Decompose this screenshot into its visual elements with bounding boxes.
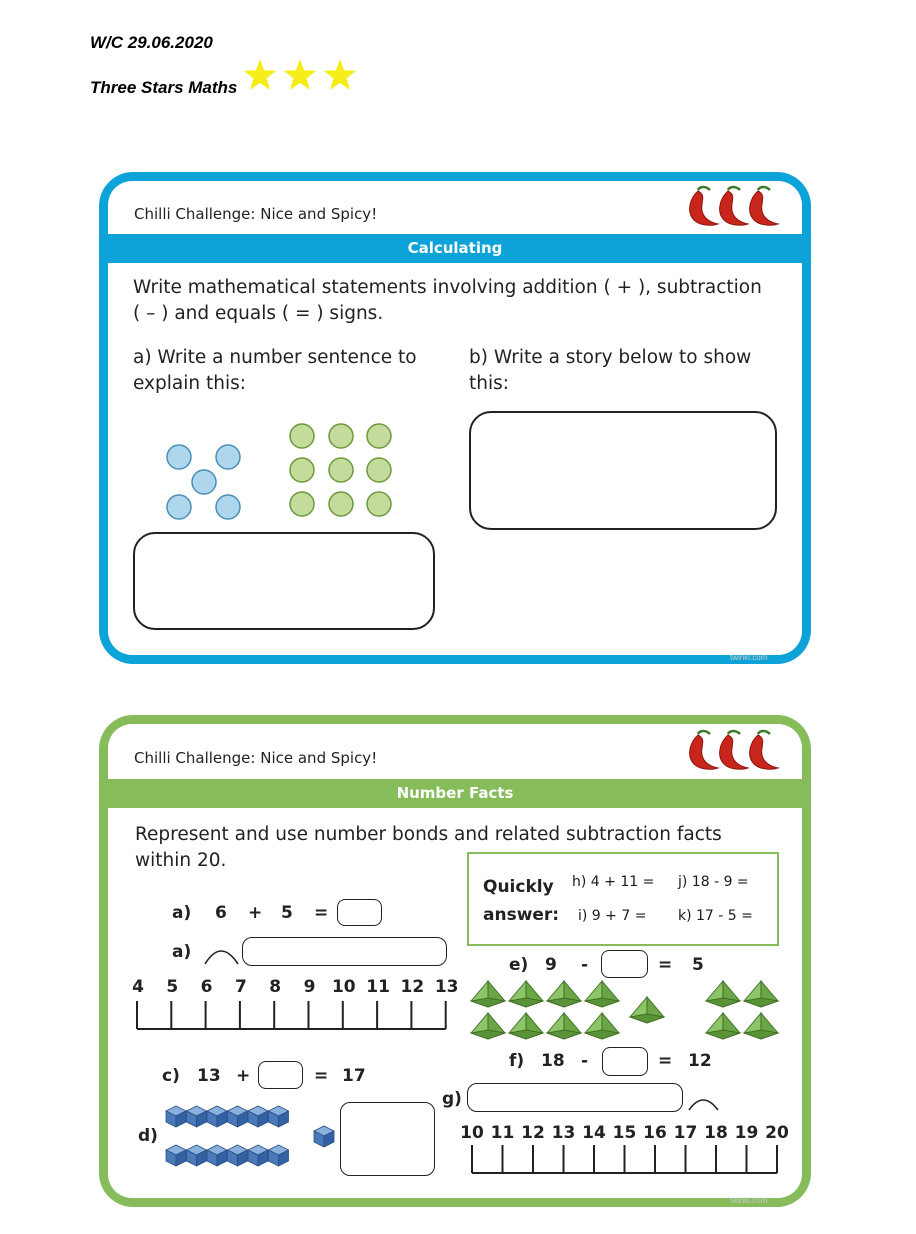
question-a-answer-box[interactable]	[337, 899, 382, 926]
cube-icon	[248, 1106, 268, 1127]
question-f-result: 12	[688, 1051, 712, 1071]
number-line-1-label: 7	[234, 977, 247, 997]
chilli-pepper-icon	[750, 187, 778, 225]
cube-icon	[314, 1126, 334, 1147]
number-line-1-label: 12	[400, 977, 425, 997]
pyramid-icon	[630, 997, 664, 1023]
number-line-2-label: 16	[643, 1123, 667, 1143]
number-line-1-label: 10	[331, 977, 356, 997]
card-heading: Chilli Challenge: Nice and Spicy!	[134, 749, 378, 767]
question-f-label: f)	[509, 1051, 525, 1071]
number-line-2-label: 19	[734, 1123, 759, 1143]
instructions-line-2: ( – ) and equals ( = ) signs.	[133, 303, 384, 324]
question-f-equals: =	[658, 1051, 673, 1071]
question-d-label: d)	[138, 1126, 158, 1146]
question-f-operator: -	[581, 1051, 589, 1071]
pyramid-icon	[744, 1013, 778, 1039]
question-a-operator: +	[248, 903, 263, 923]
number-line-2-label: 12	[521, 1123, 545, 1143]
quick-question-k: k) 17 - 5 =	[678, 908, 753, 924]
number-line-1-label: 8	[269, 977, 282, 997]
quick-question-i: i) 9 + 7 =	[578, 908, 647, 924]
counters-picture	[160, 418, 400, 528]
star-icon	[324, 59, 356, 90]
cube-icon	[187, 1106, 207, 1127]
number-line-2-label: 14	[582, 1123, 606, 1143]
question-f-answer-box[interactable]	[602, 1047, 648, 1076]
topic-band-label: Calculating	[407, 239, 503, 257]
quick-question-h: h) 4 + 11 =	[572, 874, 655, 890]
question-c-answer-box[interactable]	[258, 1061, 303, 1089]
pyramid-icon	[509, 1013, 543, 1039]
question-f-number-1: 18	[541, 1051, 565, 1071]
number-line-1-label: 11	[366, 977, 390, 997]
credit-text: twinkl.com	[730, 1196, 768, 1205]
pyramid-icon	[585, 981, 619, 1007]
quick-answer-box	[467, 852, 779, 946]
cubes-picture	[164, 1102, 344, 1174]
star-rating	[242, 58, 360, 94]
answer-box-a[interactable]	[133, 532, 435, 630]
question-a-number-1: 6	[215, 903, 227, 923]
numberline-a-label: a)	[172, 942, 192, 962]
chilli-pepper-icon	[690, 731, 718, 769]
credit-text: twinkl.com	[730, 653, 768, 662]
week-commencing: W/C 29.06.2020	[90, 33, 213, 52]
numberline-a-answer-box[interactable]	[242, 937, 447, 966]
cube-icon	[187, 1145, 207, 1166]
green-counters	[290, 424, 391, 516]
pyramid-icon	[471, 981, 505, 1007]
cube-icon	[269, 1106, 289, 1127]
answer-box-b[interactable]	[469, 411, 777, 530]
number-line-2-label: 13	[551, 1123, 576, 1143]
number-line-1-label: 5	[166, 977, 179, 997]
question-g-label: g)	[442, 1089, 462, 1109]
pyramid-icon	[547, 1013, 581, 1039]
pyramid-icon	[706, 981, 740, 1007]
jump-arc-icon	[202, 944, 242, 966]
pyramid-icon	[547, 981, 581, 1007]
pyramid-icon	[471, 1013, 505, 1039]
chilli-pepper-icon	[750, 731, 778, 769]
chilli-pepper-icon	[720, 731, 748, 769]
topic-band	[108, 234, 802, 263]
star-icon	[244, 59, 276, 90]
question-a-equals: =	[314, 903, 329, 923]
cube-icon	[166, 1145, 186, 1166]
number-line-2-label: 10	[460, 1123, 484, 1143]
question-e-operator: -	[581, 955, 589, 975]
instructions	[133, 275, 793, 327]
quick-answer-label-1: Quickly	[483, 877, 554, 897]
numberline-g-answer-box[interactable]	[467, 1083, 683, 1112]
number-line-2-label: 20	[765, 1123, 789, 1143]
pyramid-icon	[706, 1013, 740, 1039]
question-a-line-1: a) Write a number sentence to	[133, 347, 417, 368]
question-a	[133, 345, 417, 397]
cube-icon	[269, 1145, 289, 1166]
quick-question-j: j) 18 - 9 =	[678, 874, 749, 890]
pyramid-icon	[509, 981, 543, 1007]
blue-counters	[167, 445, 240, 519]
question-e-number-1: 9	[545, 955, 557, 975]
cube-icon	[166, 1106, 186, 1127]
question-d-answer-box[interactable]	[340, 1102, 435, 1176]
cube-icon	[228, 1145, 248, 1166]
number-line-2-label: 17	[673, 1123, 698, 1143]
number-line-1-label: 4	[132, 977, 144, 997]
number-line-1	[128, 997, 458, 1035]
question-c-result: 17	[342, 1066, 366, 1086]
cube-icon	[207, 1145, 227, 1166]
pyramids-picture	[466, 980, 786, 1044]
quick-answer-label-2: answer:	[483, 905, 560, 925]
chilli-icon	[686, 728, 782, 774]
topic-band	[108, 779, 802, 808]
number-line-2-label: 15	[612, 1123, 637, 1143]
number-line-2	[462, 1141, 786, 1179]
card-heading: Chilli Challenge: Nice and Spicy!	[134, 205, 378, 223]
question-e-label: e)	[509, 955, 529, 975]
question-e-result: 5	[692, 955, 704, 975]
question-a-line-2: explain this:	[133, 373, 246, 394]
instructions-line-1: Represent and use number bonds and related subtraction facts	[135, 824, 722, 845]
cube-icon	[248, 1145, 268, 1166]
pyramid-icon	[744, 981, 778, 1007]
chilli-pepper-icon	[720, 187, 748, 225]
question-c-equals: =	[314, 1066, 329, 1086]
pyramid-icon	[585, 1013, 619, 1039]
star-icon	[284, 59, 316, 90]
question-c-operator: +	[236, 1066, 251, 1086]
question-b-line-1: b) Write a story below to show	[469, 347, 752, 368]
chilli-pepper-icon	[690, 187, 718, 225]
question-e-answer-box[interactable]	[601, 950, 648, 978]
question-c-label: c)	[162, 1066, 180, 1086]
chilli-icon	[686, 184, 782, 230]
question-a-label: a)	[172, 903, 192, 923]
jump-arc-icon	[686, 1094, 722, 1112]
question-b-line-2: this:	[469, 373, 509, 394]
question-b	[469, 345, 751, 397]
number-line-1-label: 6	[200, 977, 213, 997]
topic-band-label: Number Facts	[396, 784, 514, 802]
number-line-2-label: 18	[704, 1123, 728, 1143]
instructions-line-1: Write mathematical statements involving addition ( + ), subtraction	[133, 277, 762, 298]
worksheet-title: Three Stars Maths	[90, 78, 238, 97]
cube-icon	[207, 1106, 227, 1127]
instructions-line-2: within 20.	[135, 850, 227, 871]
number-line-1-label: 13	[434, 977, 459, 997]
question-e-equals: =	[658, 955, 673, 975]
cube-icon	[228, 1106, 248, 1127]
question-a-number-2: 5	[281, 903, 293, 923]
question-c-number-1: 13	[197, 1066, 221, 1086]
number-line-2-label: 11	[490, 1123, 515, 1143]
number-line-1-label: 9	[303, 977, 316, 997]
